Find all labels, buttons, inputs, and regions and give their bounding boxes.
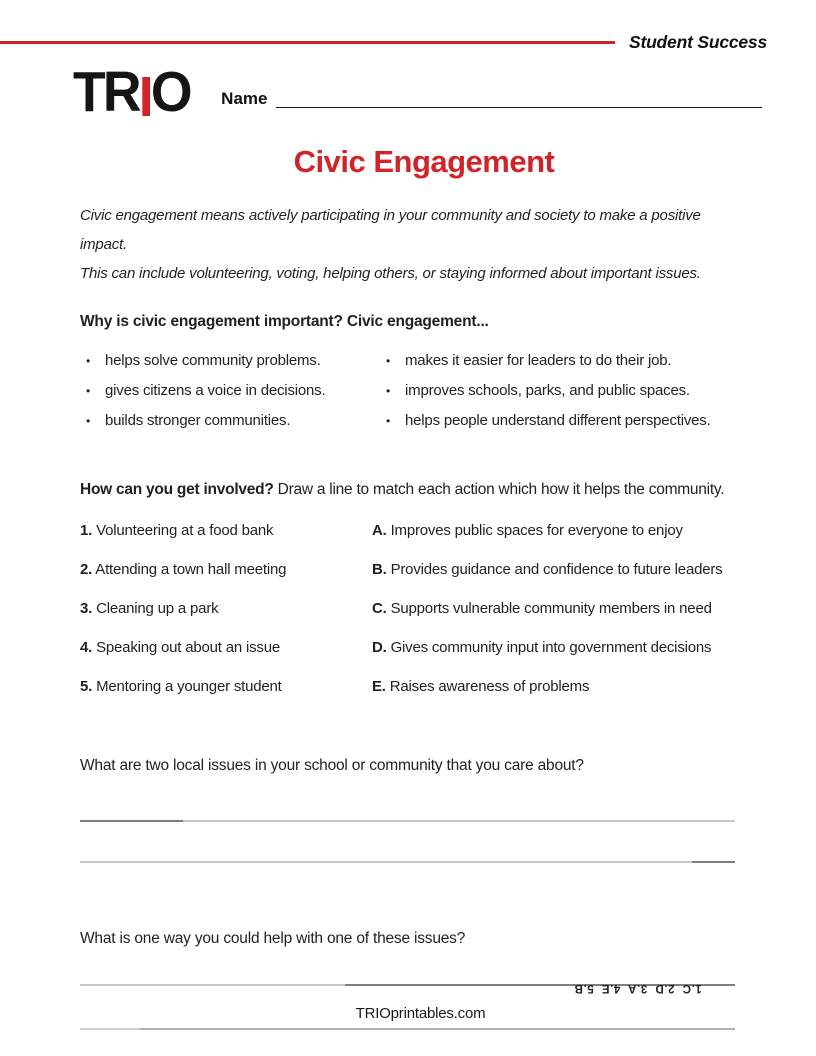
name-label: Name xyxy=(221,89,268,108)
bullet-text: improves schools, parks, and public spaces. xyxy=(405,382,690,399)
why-bullet-list xyxy=(80,346,796,436)
action-number: 4. xyxy=(80,639,93,656)
action-number: 2. xyxy=(80,561,93,578)
match-letter: C. xyxy=(372,600,387,617)
line-segment xyxy=(692,861,735,863)
bullet-item xyxy=(80,346,380,376)
action-item-2 xyxy=(80,559,372,582)
action-number: 1. xyxy=(80,522,93,539)
bullet-text: gives citizens a voice in decisions. xyxy=(105,382,326,399)
answer-key: 1.C 2.D 3.A 4.E 5.B xyxy=(574,982,702,994)
action-text: Cleaning up a park xyxy=(92,600,219,617)
bullet-item xyxy=(80,376,380,406)
bullet-icon xyxy=(386,377,390,406)
action-number: 3. xyxy=(80,600,93,617)
line-segment xyxy=(80,984,345,986)
line-segment xyxy=(80,1028,140,1030)
intro-line-1: Civic engagement means actively participating in your community and society to make a positive impact. xyxy=(80,207,701,253)
question-1-prompt: What are two local issues in your school or community that you care about? xyxy=(80,756,584,774)
bullet-text: helps solve community problems. xyxy=(105,352,321,369)
action-item-4 xyxy=(80,637,372,660)
bullet-item xyxy=(380,406,796,436)
answer-line xyxy=(80,861,735,863)
action-text: Speaking out about an issue xyxy=(92,639,281,656)
bullet-text: helps people understand different perspectives. xyxy=(405,412,711,429)
action-item-1 xyxy=(80,520,372,543)
match-item-e xyxy=(372,676,796,699)
line-segment xyxy=(140,1028,735,1030)
logo-part-tr: TR xyxy=(73,60,139,124)
intro-paragraph xyxy=(80,201,748,288)
action-text: Attending a town hall meeting xyxy=(92,561,287,578)
bullet-text: makes it easier for leaders to do their job. xyxy=(405,352,672,369)
page-title: Civic Engagement xyxy=(293,144,555,179)
bullet-icon xyxy=(86,347,90,376)
logo-part-o: O xyxy=(150,60,190,124)
line-segment xyxy=(80,820,183,822)
match-item-b xyxy=(372,559,796,582)
masthead xyxy=(0,30,816,54)
bullet-item xyxy=(380,376,796,406)
action-number: 5. xyxy=(80,678,93,695)
answer-line xyxy=(80,820,735,822)
match-text: Provides guidance and confidence to future leaders xyxy=(386,561,723,578)
intro-line-2: This can include volunteering, voting, helping others, or staying informed about important issues. xyxy=(80,265,701,282)
line-segment xyxy=(183,820,735,822)
match-item-d xyxy=(372,637,796,660)
top-rule xyxy=(0,41,615,44)
bullet-icon xyxy=(86,377,90,406)
footer-url: TRIOprintables.com xyxy=(355,1005,486,1022)
name-blank-line xyxy=(276,92,762,108)
match-text: Gives community input into government decisions xyxy=(386,639,712,656)
action-text: Volunteering at a food bank xyxy=(92,522,274,539)
match-letter: B. xyxy=(372,561,387,578)
involved-heading-rest: Draw a line to match each action which how it helps the community. xyxy=(273,481,725,498)
answer-line xyxy=(80,1028,735,1030)
matching-exercise xyxy=(80,520,796,699)
trio-logo xyxy=(73,60,190,129)
match-text: Raises awareness of problems xyxy=(385,678,590,695)
involved-heading-bold: How can you get involved? xyxy=(80,481,274,498)
bullet-item xyxy=(80,406,380,436)
logo-name-row xyxy=(73,60,762,129)
bullet-icon xyxy=(86,407,90,436)
match-text: Improves public spaces for everyone to enjoy xyxy=(386,522,683,539)
logo-part-i: I xyxy=(138,65,151,129)
question-2-prompt: What is one way you could help with one of these issues? xyxy=(80,929,466,947)
action-item-3 xyxy=(80,598,372,621)
involved-section-heading xyxy=(80,481,796,499)
action-item-5 xyxy=(80,676,372,699)
match-letter: D. xyxy=(372,639,387,656)
bullet-icon xyxy=(386,347,390,376)
match-item-c xyxy=(372,598,796,621)
bullet-icon xyxy=(386,407,390,436)
name-field xyxy=(221,90,762,108)
match-item-a xyxy=(372,520,796,543)
action-text: Mentoring a younger student xyxy=(92,678,282,695)
bullet-text: builds stronger communities. xyxy=(105,412,291,429)
why-section-heading: Why is civic engagement important? Civic engagement... xyxy=(80,313,489,330)
match-letter: E. xyxy=(372,678,386,695)
match-letter: A. xyxy=(372,522,387,539)
line-segment xyxy=(80,861,692,863)
bullet-item xyxy=(380,346,796,376)
match-text: Supports vulnerable community members in need xyxy=(386,600,712,617)
brand-tagline: Student Success xyxy=(628,31,767,52)
